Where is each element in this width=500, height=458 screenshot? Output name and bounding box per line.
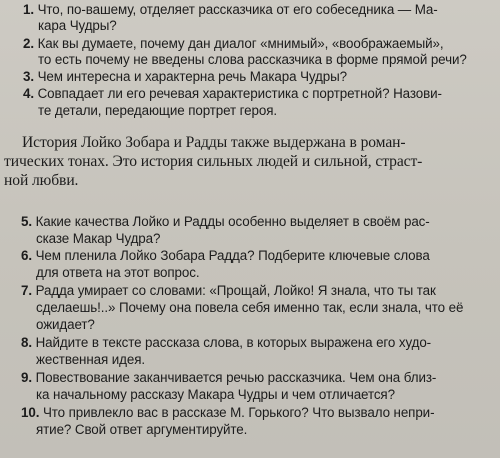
question-1-line-2: кара Чудры? (38, 18, 117, 33)
question-8-line-1 (21, 335, 431, 351)
question-1-line-1 (23, 2, 438, 18)
question-text: Радда умирает со словами: «Прощай, Лойко! Я знала, что ты так (35, 283, 436, 298)
question-4-line-1 (23, 86, 442, 102)
question-8-line-2: жественная идея. (36, 352, 145, 367)
question-2-line-1 (23, 36, 444, 52)
question-number: 10. (21, 405, 40, 420)
question-number: 2. (23, 36, 34, 51)
question-text: Что привлекло вас в рассказе М. Горького? Что вызвало непри- (42, 405, 435, 420)
question-5-line-1 (21, 214, 430, 230)
question-10-line-2: ятие? Свой ответ аргументируйте. (36, 422, 248, 437)
question-2-line-2: то есть почему не введены слова рассказчика в форме прямой речи? (38, 52, 467, 67)
question-9-line-1 (21, 370, 436, 386)
question-10-line-1 (21, 405, 434, 421)
question-text: Чем пленила Лойко Зобара Радда? Подберите ключевые слова (35, 248, 430, 263)
paragraph-line-1: История Лойко Зобара и Радды также выдержана в роман- (22, 134, 406, 151)
question-3-line-1 (23, 69, 347, 85)
question-number: 8. (21, 335, 32, 350)
question-number: 5. (21, 214, 32, 229)
question-number: 4. (23, 86, 34, 101)
paragraph-line-3: ной любви. (4, 172, 79, 189)
question-number: 3. (23, 69, 34, 84)
question-text: Как вы думаете, почему дан диалог «мнимый», «воображаемый», (37, 36, 444, 51)
question-9-line-2: ка начальному рассказу Макара Чудры и чем отличается? (36, 387, 395, 402)
question-number: 7. (21, 283, 32, 298)
question-number: 1. (23, 2, 34, 17)
question-text: Что, по-вашему, отделяет рассказчика от его собеседника — Ма- (37, 2, 438, 17)
question-7-line-3: ожидает? (36, 317, 95, 332)
question-7-line-1 (21, 283, 436, 299)
question-4-line-2: те детали, передающие портрет героя. (38, 103, 277, 118)
question-number: 9. (21, 370, 32, 385)
question-5-line-2: сказе Макар Чудра? (36, 231, 161, 246)
question-text: Какие качества Лойко и Радды особенно выделяет в своём рас- (35, 214, 430, 229)
question-text: Повествование заканчивается речью рассказчика. Чем она близ- (35, 370, 437, 385)
paragraph-line-2: тических тонах. Это история сильных людей и сильной, страст- (4, 153, 423, 170)
question-7-line-2: сделаешь!..» Почему она повела себя именно так, если знала, что её (36, 300, 464, 315)
question-text: Найдите в тексте рассказа слова, в которых выражена его худо- (35, 335, 432, 350)
question-text: Чем интересна и характерна речь Макара Чудры? (37, 69, 347, 84)
question-number: 6. (21, 248, 32, 263)
question-text: Совпадает ли его речевая характеристика с портретной? Назови- (37, 86, 442, 101)
question-6-line-2: для ответа на этот вопрос. (36, 265, 200, 280)
question-6-line-1 (21, 248, 430, 264)
